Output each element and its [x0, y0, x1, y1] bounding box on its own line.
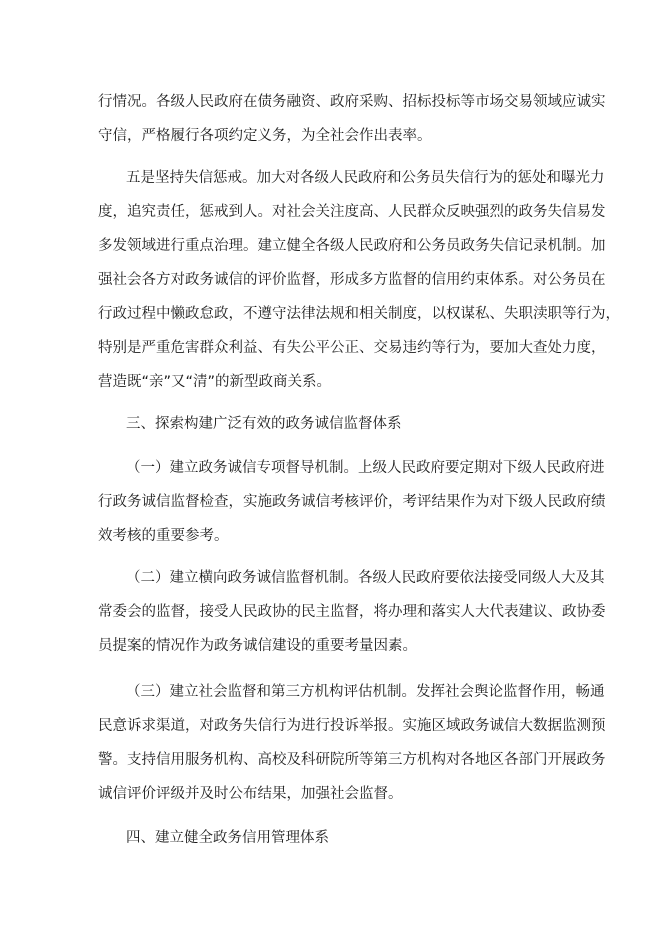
text-line: 行政过程中懒政怠政，不遵守法律法规和相关制度，以权谋私、失职渎职等行为， — [98, 306, 620, 322]
text-line: 营造既“亲”又“清”的新型政商关系。 — [98, 374, 332, 390]
text-line: 警。支持信用服务机构、高校及科研院所等第三方机构对各地区各部门开展政务 — [98, 752, 606, 768]
text-line: 员提案的情况作为政务诚信建设的重要考量因素。 — [98, 638, 417, 654]
text-line: 诚信评价评级并及时公布结果，加强社会监督。 — [98, 786, 403, 802]
section-heading-3: 三、探索构建广泛有效的政务诚信监督体系 — [126, 416, 402, 432]
text-line: 民意诉求渠道，对政务失信行为进行投诉举报。实施区域政务诚信大数据监测预 — [98, 718, 606, 734]
section-heading-4: 四、建立健全政务信用管理体系 — [126, 830, 329, 846]
text-line: 守信，严格履行各项约定义务，为全社会作出表率。 — [98, 128, 432, 144]
paragraph-first-line: （二）建立横向政务诚信监督机制。各级人民政府要依法接受同级人大及其 — [126, 570, 605, 586]
text-line: 行情况。各级人民政府在债务融资、政府采购、招标投标等市场交易领域应诚实 — [98, 94, 606, 110]
text-line: 常委会的监督，接受人民政协的民主监督，将办理和落实人大代表建议、政协委 — [98, 604, 606, 620]
paragraph-first-line: （一）建立政务诚信专项督导机制。上级人民政府要定期对下级人民政府进 — [126, 460, 605, 476]
paragraph-first-line: 五是坚持失信惩戒。加大对各级人民政府和公务员失信行为的惩处和曝光力 — [126, 170, 605, 186]
text-line: 效考核的重要参考。 — [98, 528, 229, 544]
text-line: 多发领域进行重点治理。建立健全各级人民政府和公务员政务失信记录机制。加 — [98, 238, 606, 254]
text-line: 行政务诚信监督检查，实施政务诚信考核评价，考评结果作为对下级人民政府绩 — [98, 494, 606, 510]
text-line: 特别是严重危害群众利益、有失公平公正、交易违约等行为，要加大查处力度， — [98, 340, 606, 356]
text-line: 度，追究责任，惩戒到人。对社会关注度高、人民群众反映强烈的政务失信易发 — [98, 204, 606, 220]
paragraph-first-line: （三）建立社会监督和第三方机构评估机制。发挥社会舆论监督作用，畅通 — [126, 684, 605, 700]
text-line: 强社会各方对政务诚信的评价监督，形成多方监督的信用约束体系。对公务员在 — [98, 272, 606, 288]
